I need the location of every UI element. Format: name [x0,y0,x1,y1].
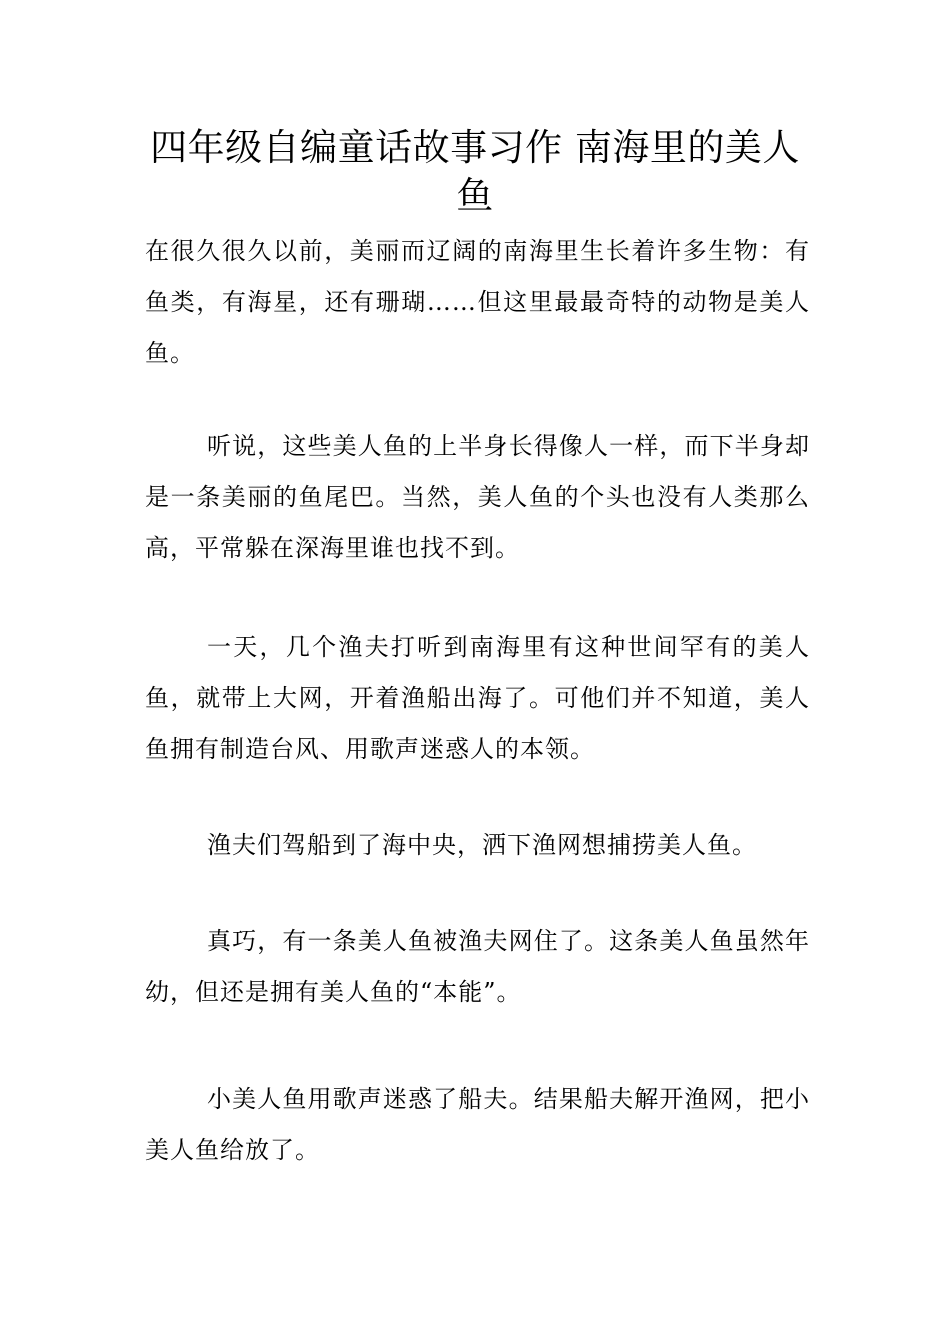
paragraph-2: 听说，这些美人鱼的上半身长得像人一样，而下半身却是一条美丽的鱼尾巴。当然，美人鱼的个头也没有人类那么高，平常躲在深海里谁也找不到。 [145,432,810,562]
document-title: 四年级自编童话故事习作 南海里的美人鱼 [150,126,800,217]
paragraph-1: 在很久很久以前，美丽而辽阔的南海里生长着许多生物：有鱼类，有海星，还有珊瑚……但这里最最奇特的动物是美人鱼。 [145,237,810,367]
paragraph-4: 渔夫们驾船到了海中央，洒下渔网想捕捞美人鱼。 [207,831,757,859]
paragraph-3: 一天，几个渔夫打听到南海里有这种世间罕有的美人鱼，就带上大网，开着渔船出海了。可他们并不知道，美人鱼拥有制造台风、用歌声迷惑人的本领。 [145,633,810,763]
paragraph-5: 真巧，有一条美人鱼被渔夫网住了。这条美人鱼虽然年幼，但还是拥有美人鱼的“本能”。 [145,927,810,1006]
paragraph-6: 小美人鱼用歌声迷惑了船夫。结果船夫解开渔网，把小美人鱼给放了。 [145,1085,810,1164]
